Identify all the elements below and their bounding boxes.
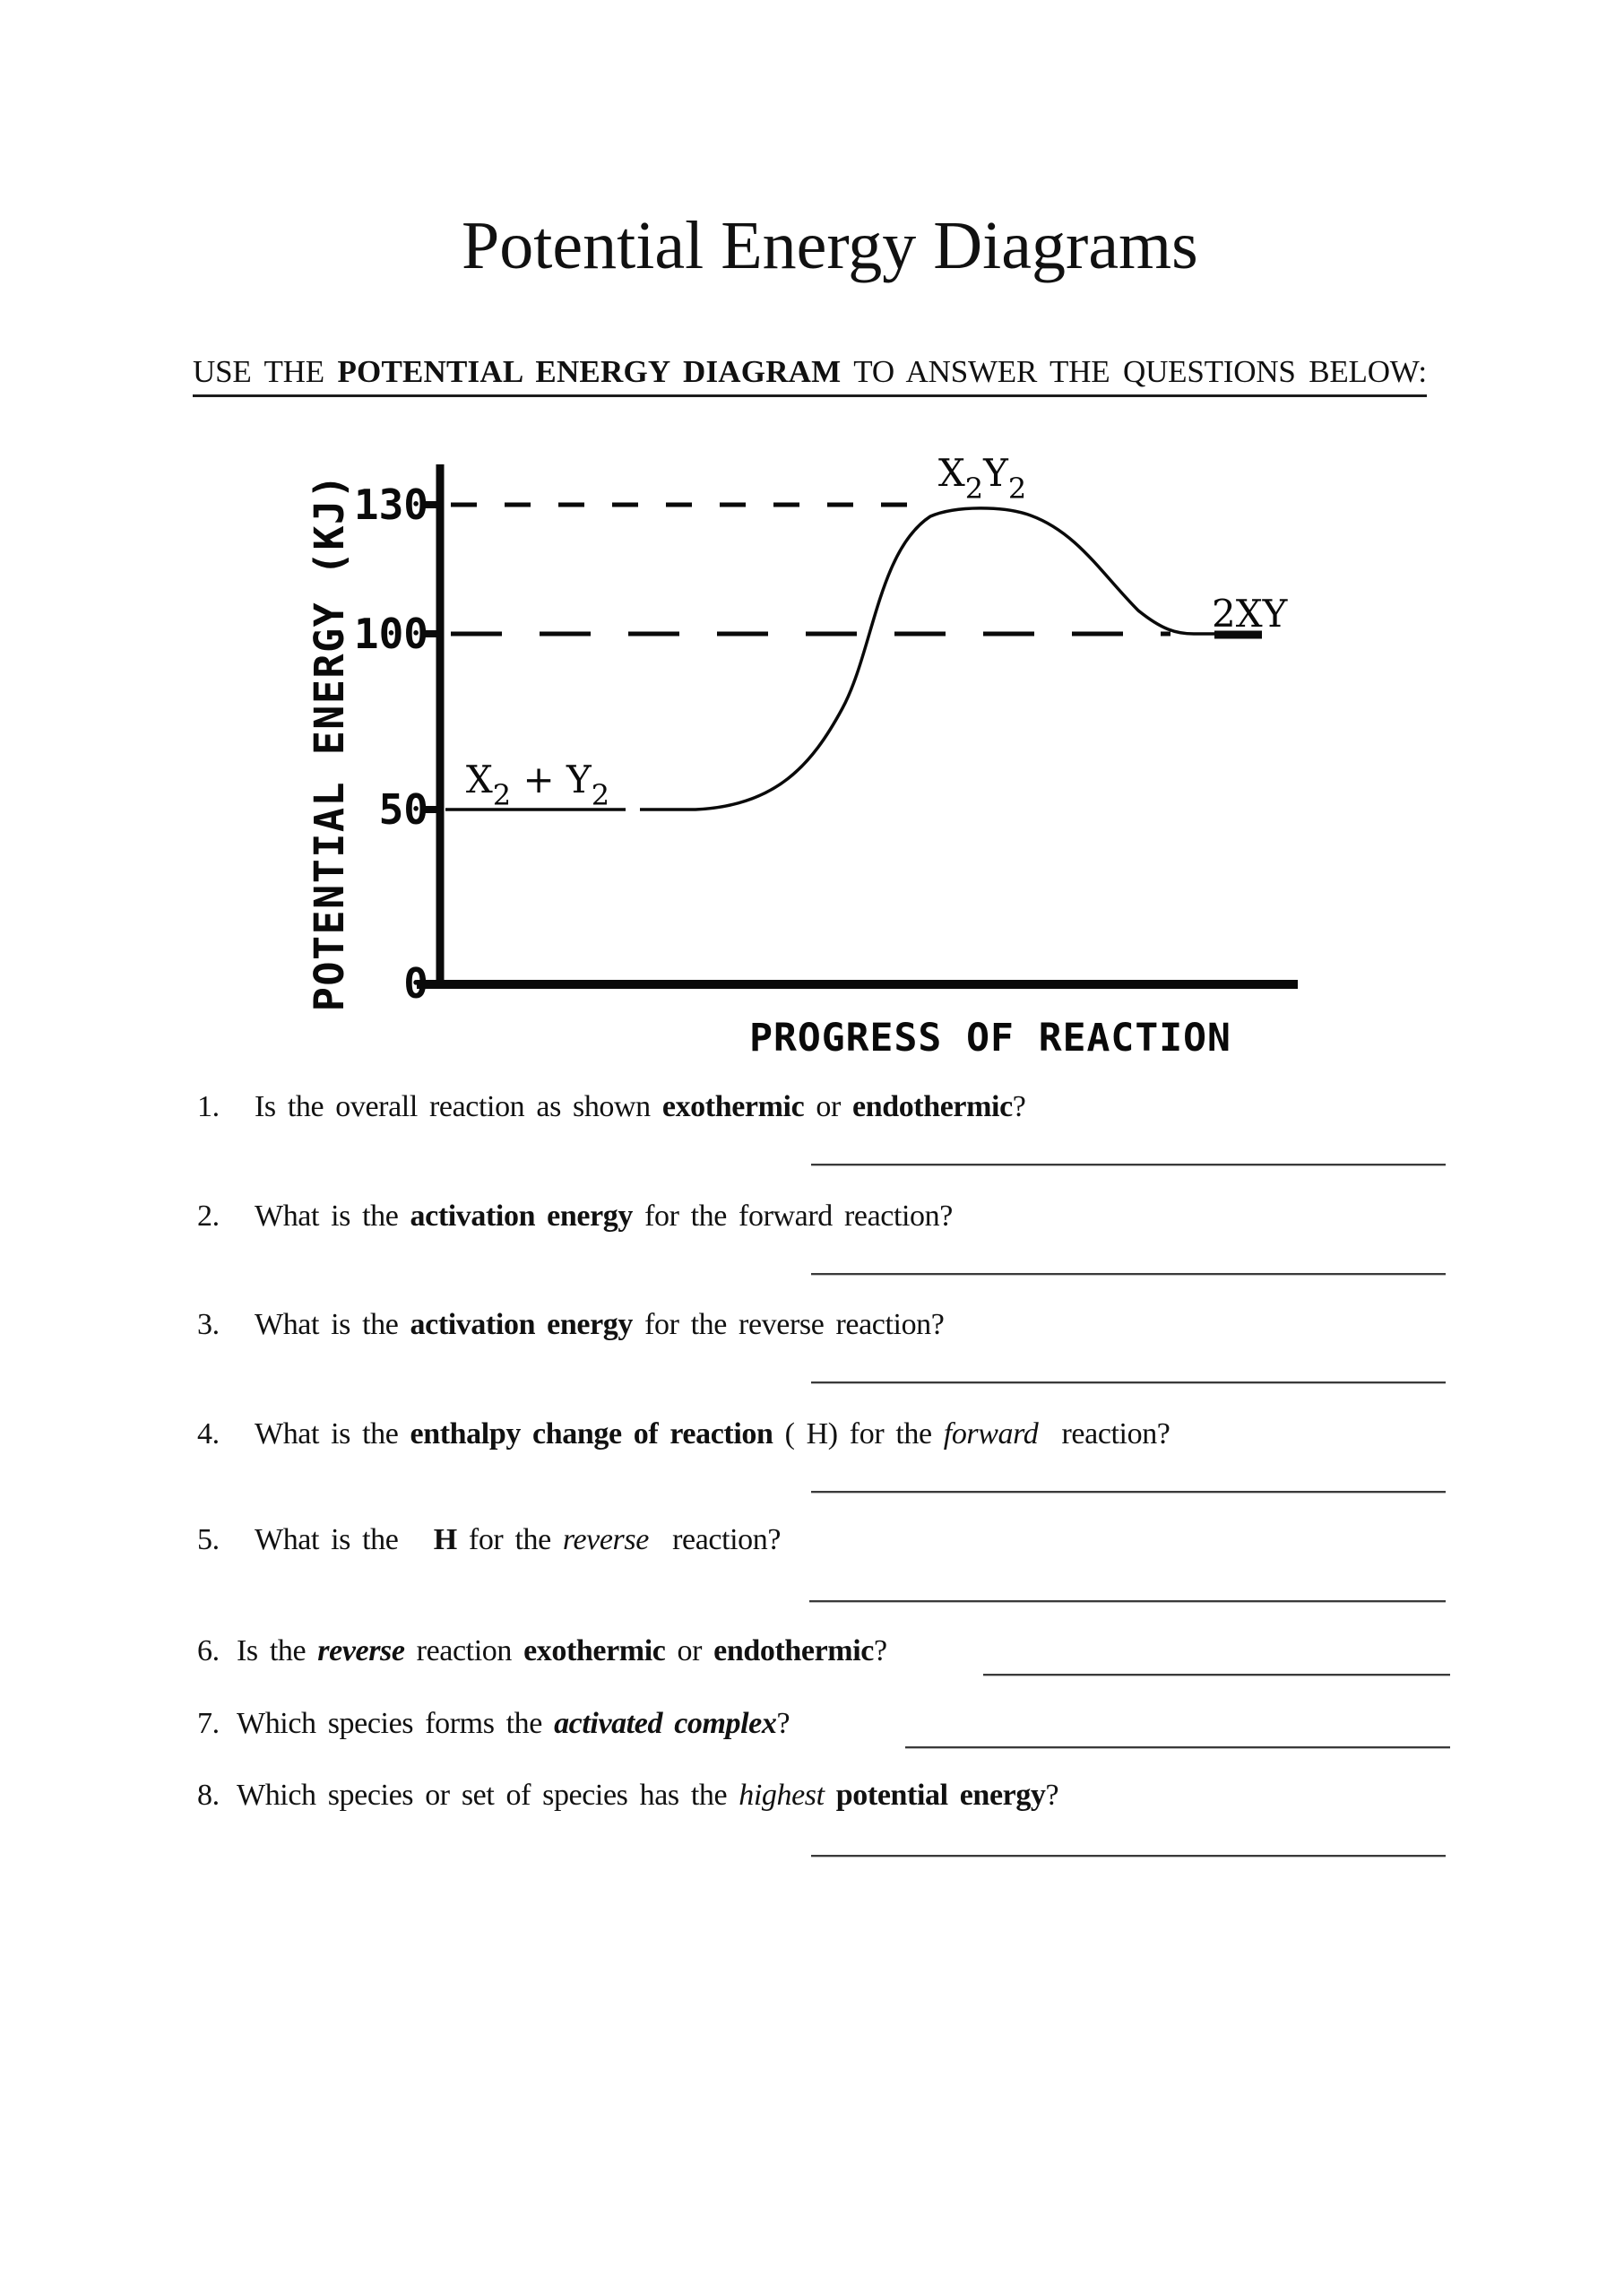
x-axis-title: PROGRESS OF REACTION: [749, 1016, 1231, 1061]
answer-line-7: [905, 1746, 1450, 1748]
instruction-heading: [193, 353, 1427, 397]
answer-line-1: [811, 1164, 1446, 1165]
question-3-number: 3.: [197, 1308, 220, 1341]
question-4-text: What is the enthalpy change of reaction ( H) for the forward reaction?: [255, 1417, 1170, 1451]
question-1-text: Is the overall reaction as shown exothermic or endothermic?: [255, 1090, 1026, 1123]
question-2-text: What is the activation energy for the forward reaction?: [255, 1199, 953, 1233]
instruction-post: TO ANSWER THE QUESTIONS BELOW:: [841, 354, 1427, 389]
y-tick-label-50: 50: [378, 785, 428, 834]
question-2: [197, 1198, 953, 1236]
answer-line-4: [811, 1491, 1446, 1493]
question-1: [197, 1088, 1026, 1127]
reactants-label: $X_2 + Y_2$: [465, 758, 610, 812]
question-5: [197, 1521, 781, 1560]
page-title: Potential Energy Diagrams: [462, 208, 1198, 283]
answer-line-5: [809, 1600, 1446, 1602]
answer-line-3: [811, 1381, 1446, 1383]
answer-line-8: [811, 1855, 1446, 1857]
question-5-number: 5.: [197, 1523, 220, 1556]
question-6-number: 6.: [197, 1634, 220, 1667]
question-4: [197, 1416, 1170, 1454]
question-8-text: Which species or set of species has the highest potential energy?: [237, 1779, 1059, 1812]
y-tick-label-0: 0: [403, 959, 428, 1008]
question-7-text: Which species forms the activated complex?: [237, 1707, 790, 1740]
y-tick-label-100: 100: [353, 610, 428, 658]
question-8-number: 8.: [197, 1779, 220, 1812]
question-2-number: 2.: [197, 1199, 220, 1233]
question-6: [197, 1632, 887, 1671]
answer-line-6: [983, 1674, 1450, 1676]
products-label: 2XY: [1212, 592, 1288, 636]
question-4-number: 4.: [197, 1417, 220, 1451]
question-8: [197, 1777, 1058, 1815]
instruction-pre: USE THE: [193, 354, 338, 389]
y-axis-title: POTENTIAL ENERGY (KJ): [306, 472, 353, 1012]
question-7: [197, 1705, 790, 1744]
question-6-text: Is the reverse reaction exothermic or endothermic?: [237, 1634, 887, 1667]
question-3: [197, 1306, 944, 1345]
potential-energy-diagram: [296, 435, 1326, 1071]
question-5-text: What is the H for the reverse reaction?: [255, 1523, 782, 1556]
question-1-number: 1.: [197, 1090, 220, 1123]
instruction-bold: POTENTIAL ENERGY DIAGRAM: [337, 354, 842, 389]
question-7-number: 7.: [197, 1707, 220, 1740]
answer-line-2: [811, 1273, 1446, 1275]
y-tick-label-130: 130: [353, 481, 428, 529]
question-3-text: What is the activation energy for the reverse reaction?: [255, 1308, 945, 1341]
activated-complex-label: $X_2Y_2$: [937, 451, 1027, 506]
